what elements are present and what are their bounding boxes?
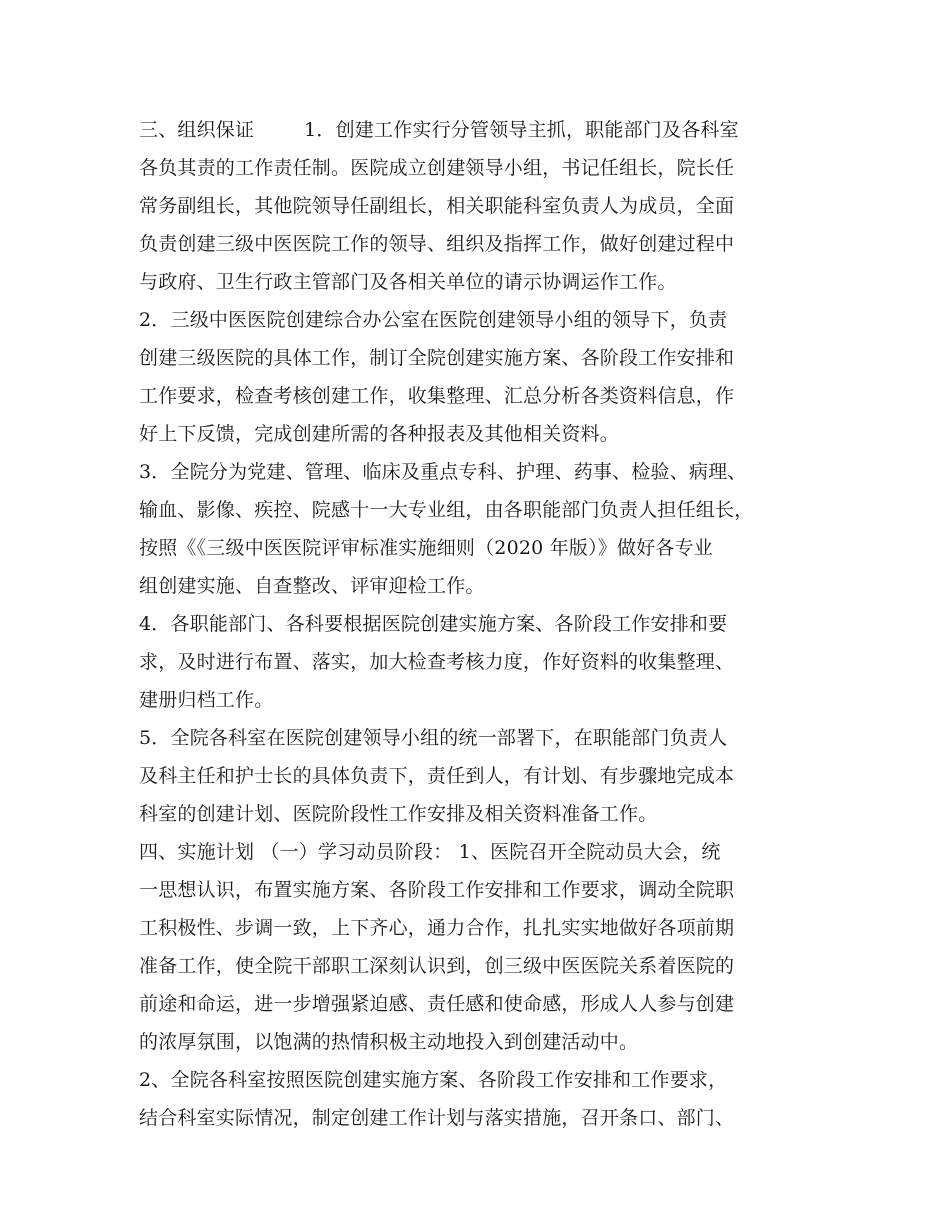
text-line: 前途和命运，进一步增强紧迫感、责任感和使命感，形成人人参与创建 <box>139 993 735 1015</box>
text-line: 工积极性、步调一致，上下齐心，通力合作，扎扎实实地做好各项前期 <box>139 917 735 939</box>
text-line: 建册归档工作。 <box>139 689 274 711</box>
document-body <box>139 111 829 1137</box>
text-line: 3．全院分为党建、管理、临床及重点专科、护理、药事、检验、病理、 <box>139 461 747 483</box>
text-line: 求，及时进行布置、落实，加大检查考核力度，作好资料的收集整理、 <box>139 651 735 673</box>
text-line: 与政府、卫生行政主管部门及各相关单位的请示协调运作工作。 <box>139 271 677 293</box>
text-line: 工作要求，检查考核创建工作，收集整理、汇总分析各类资料信息，作 <box>139 385 735 407</box>
text-line: 4．各职能部门、各科要根据医院创建实施方案、各阶段工作安排和要 <box>139 613 728 635</box>
text-line: 准备工作，使全院干部职工深刻认识到，创三级中医医院关系着医院的 <box>139 955 735 977</box>
text-line: 常务副组长，其他院领导任副组长，相关职能科室负责人为成员，全面 <box>139 195 735 217</box>
text-line: 结合科室实际情况，制定创建工作计划与落实措施，召开条口、部门、 <box>139 1107 735 1129</box>
text-line: 四、实施计划 （一）学习动员阶段： 1、医院召开全院动员大会，统 <box>139 841 721 863</box>
text-line: 科室的创建计划、医院阶段性工作安排及相关资料准备工作。 <box>139 803 658 825</box>
text-line: 输血、影像、疾控、院感十一大专业组，由各职能部门负责人担任组长， <box>139 499 754 521</box>
text-line: 三、组织保证 1．创建工作实行分管领导主抓，职能部门及各科室 <box>139 119 739 141</box>
text-line: 负责创建三级中医医院工作的领导、组织及指挥工作，做好创建过程中 <box>139 233 735 255</box>
text-line: 按照《《三级中医医院评审标准实施细则（2020 年版）》做好各专业 <box>139 537 713 559</box>
text-line: 5．全院各科室在医院创建领导小组的统一部署下，在职能部门负责人 <box>139 727 728 749</box>
text-line: 2、全院各科室按照医院创建实施方案、各阶段工作安排和工作要求， <box>139 1069 728 1091</box>
text-line: 及科主任和护士长的具体负责下，责任到人，有计划、有步骤地完成本 <box>139 765 735 787</box>
text-line: 创建三级医院的具体工作，制订全院创建实施方案、各阶段工作安排和 <box>139 347 735 369</box>
text-line: 的浓厚氛围，以饱满的热情积极主动地投入到创建活动中。 <box>139 1031 639 1053</box>
text-line: 好上下反馈，完成创建所需的各种报表及其他相关资料。 <box>139 423 620 445</box>
text-line: 一思想认识，布置实施方案、各阶段工作安排和工作要求，调动全院职 <box>139 879 735 901</box>
text-line: 组创建实施、自查整改、评审迎检工作。 <box>139 575 485 597</box>
text-line: 各负其责的工作责任制。医院成立创建领导小组，书记任组长，院长任 <box>139 157 735 179</box>
text-line: 2．三级中医医院创建综合办公室在医院创建领导小组的领导下，负责 <box>139 309 728 331</box>
